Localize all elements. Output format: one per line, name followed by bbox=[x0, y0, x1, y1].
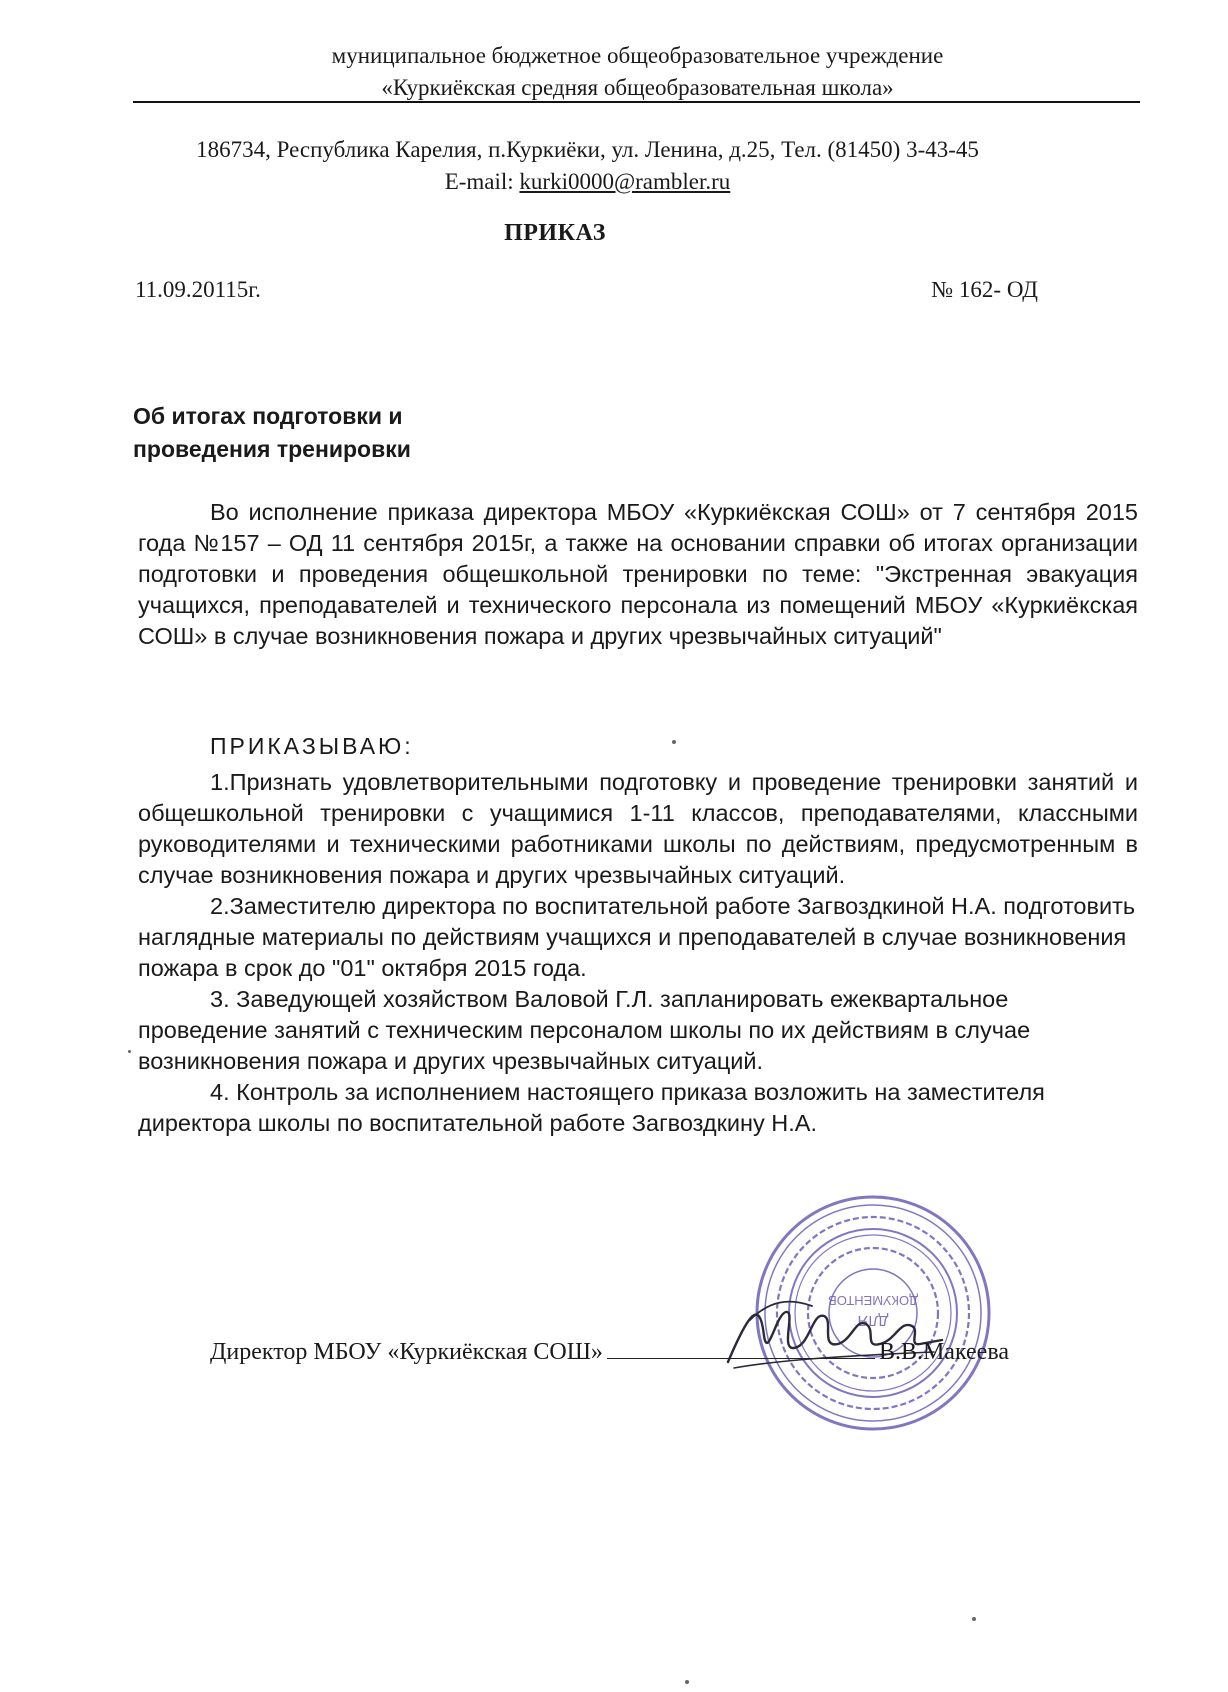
email-link[interactable]: kurki0000@rambler.ru bbox=[519, 169, 731, 194]
seal-text-2: ДОКУМЕНТОВ bbox=[828, 1293, 918, 1308]
contact-block bbox=[135, 134, 1040, 198]
header-divider bbox=[133, 101, 1140, 103]
organization-name: «Куркиёкская средняя общеобразовательная школа» bbox=[381, 75, 894, 100]
order-item-2: 2.Заместителю директора по воспитательной работе Загвоздкиной Н.А. подготовить наглядные материалы по действиям учащихся и преподавателей в случае возникновения пожара в срок до "01" октября 2015 года. bbox=[138, 893, 1136, 981]
scan-speck bbox=[685, 1680, 689, 1684]
preamble-paragraph bbox=[138, 497, 1138, 652]
email-label: E-mail: bbox=[444, 169, 520, 194]
seal-text-1: ДЛЯ bbox=[857, 1312, 889, 1329]
scan-speck bbox=[128, 1050, 131, 1053]
postal-address: 186734, Республика Карелия, п.Куркиёки, ул. Ленина, д.25, Тел. (81450) 3-43-45 bbox=[196, 137, 979, 162]
scan-speck bbox=[672, 740, 676, 744]
document-date: 11.09.20115г. bbox=[135, 277, 261, 302]
document-subject bbox=[133, 400, 733, 466]
handwritten-signature bbox=[720, 1290, 950, 1380]
order-item-3: 3. Заведующей хозяйством Валовой Г.Л. запланировать ежеквартальное проведение занятий с техническим персоналом школы по их действиям в случае возникновения пожара и других чрезвычайных ситуаций. bbox=[138, 986, 1031, 1074]
organization-header bbox=[135, 40, 1140, 104]
signature-block bbox=[210, 1338, 1009, 1366]
signature-blank bbox=[607, 1338, 875, 1359]
email-line bbox=[135, 166, 1040, 198]
order-heading: ПРИКАЗЫВАЮ: bbox=[210, 733, 414, 759]
signatory-position: Директор МБОУ «Куркиёкская СОШ» bbox=[210, 1339, 603, 1365]
document-title: ПРИКАЗ bbox=[504, 220, 606, 246]
signatory-name: В.В.Макеева bbox=[878, 1339, 1009, 1365]
order-items bbox=[138, 767, 1138, 1139]
subject-line-2: проведения тренировки bbox=[133, 436, 411, 462]
order-item-4: 4. Контроль за исполнением настоящего приказа возложить на заместителя директора школы по воспитательной работе Загвоздкину Н.А. bbox=[138, 1079, 1045, 1136]
subject-line-1: Об итогах подготовки и bbox=[133, 403, 403, 429]
document-number: № 162- ОД bbox=[931, 277, 1038, 302]
scan-speck bbox=[972, 1617, 976, 1621]
organization-type: муниципальное бюджетное общеобразовательное учреждение bbox=[331, 43, 944, 68]
preamble-text: Во исполнение приказа директора МБОУ «Куркиёкская СОШ» от 7 сентября 2015 года №157 – ОД 11 сентября 2015г, а также на основании справки об итогах организации подготовки и проведения общешкольной тренировки по теме: "Экстренная эвакуация учащихся, преподавателей и технического персонала из помещений МБОУ «Куркиёкская СОШ» в случае возникновения пожара и других чрезвычайных ситуаций" bbox=[138, 499, 1138, 649]
order-item-1: 1.Признать удовлетворительными подготовку и проведение тренировки занятий и общешкольной тренировки с учащимися 1-11 классов, преподавателями, классными руководителями и техническими работниками школы по действиям, предусмотренным в случае возникновения пожара и других чрезвычайных ситуаций. bbox=[138, 769, 1138, 888]
